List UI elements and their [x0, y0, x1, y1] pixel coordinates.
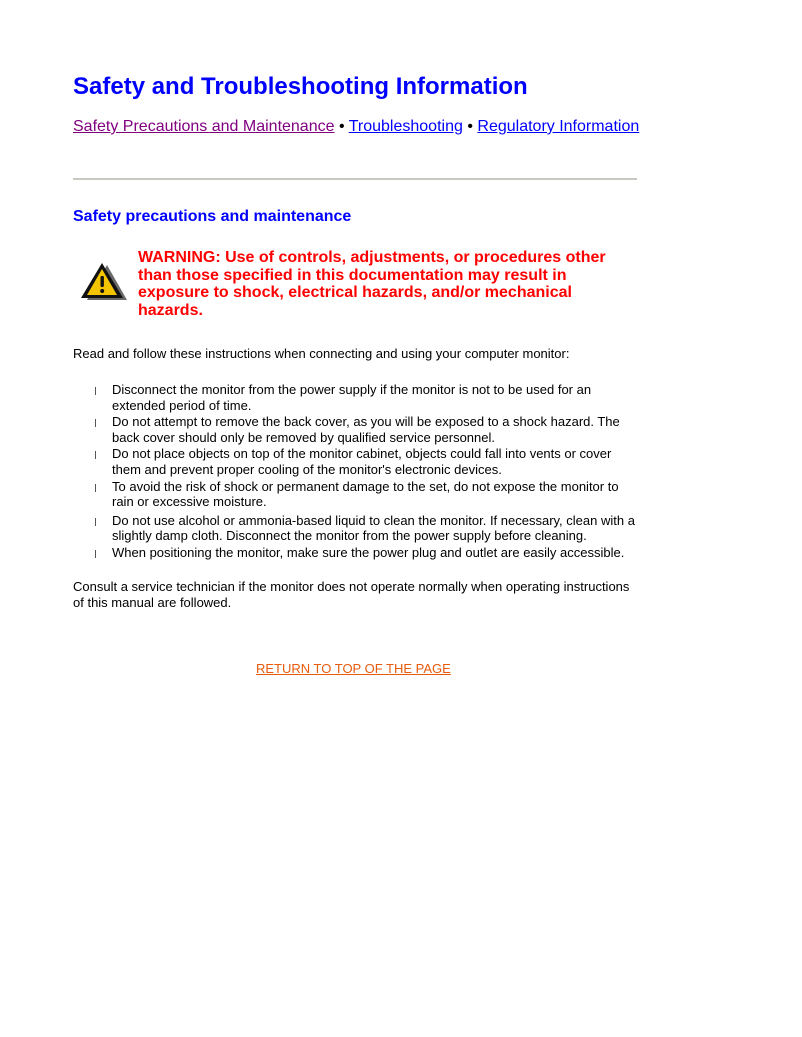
- list-item-text: Do not place objects on top of the monitor cabinet, objects could fall into vents or cover them and prevent proper cooling of the monitor's electronic devices.: [112, 446, 612, 477]
- list-item: [73, 382, 638, 413]
- nav-link-safety-precautions[interactable]: Safety Precautions and Maintenance: [73, 118, 335, 135]
- nav-link-troubleshooting[interactable]: Troubleshooting: [348, 118, 463, 135]
- instruction-list: [73, 382, 638, 562]
- list-item-text: When positioning the monitor, make sure the power plug and outlet are easily accessible.: [112, 544, 625, 560]
- nav-separator: •: [338, 118, 345, 135]
- page-title: Safety and Troubleshooting Information: [73, 73, 528, 100]
- list-item: [73, 545, 638, 561]
- bullet-icon: [95, 484, 96, 492]
- list-item-text: To avoid the risk of shock or permanent damage to the set, do not expose the monitor to rain or excessive moisture.: [112, 478, 619, 510]
- bullet-icon: [95, 451, 96, 459]
- nav-link-regulatory[interactable]: Regulatory Information: [477, 118, 640, 135]
- list-item-text: Disconnect the monitor from the power supply if the monitor is not to be used for an extended period of time.: [112, 382, 592, 413]
- list-item-text: Do not attempt to remove the back cover, as you will be exposed to a shock hazard. The back cover should only be removed by qualified service personnel.: [112, 414, 620, 445]
- warning-text: WARNING: Use of controls, adjustments, or procedures other than those specified in this documentation may result in exposure to shock, electrical hazards, and/or mechanical hazards.: [138, 249, 606, 319]
- list-item: [73, 479, 638, 510]
- section-title: Safety precautions and maintenance: [73, 208, 352, 225]
- section-nav: [73, 118, 639, 136]
- horizontal-divider: [73, 178, 637, 180]
- bullet-icon: [95, 387, 96, 395]
- consult-text: Consult a service technician if the monitor does not operate normally when operating instructions of this manual are followed.: [73, 579, 630, 610]
- bullet-icon: [95, 419, 96, 427]
- warning-triangle-icon: [80, 262, 128, 304]
- bullet-icon: [95, 518, 96, 526]
- list-item: [73, 414, 638, 445]
- bullet-icon: [95, 550, 96, 558]
- return-to-top-link[interactable]: RETURN TO TOP OF THE PAGE: [256, 661, 451, 676]
- list-item: [73, 513, 638, 544]
- nav-separator: •: [467, 118, 473, 135]
- list-item: [73, 446, 638, 477]
- intro-text: Read and follow these instructions when connecting and using your computer monitor:: [73, 346, 570, 361]
- list-item-text: Do not use alcohol or ammonia-based liquid to clean the monitor. If necessary, clean with a slightly damp cloth. Disconnect the monitor from the power supply before cleaning.: [112, 512, 635, 544]
